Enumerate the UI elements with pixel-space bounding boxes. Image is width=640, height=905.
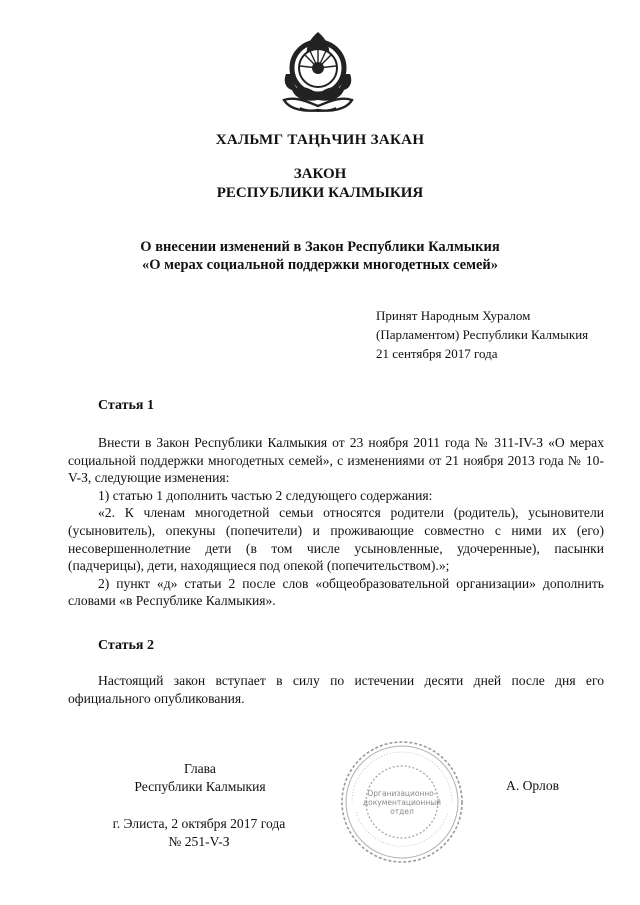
- adoption-date: 21 сентября 2017 года: [376, 346, 498, 361]
- signatory-name: А. Орлов: [506, 778, 560, 793]
- article-1-body: [68, 434, 604, 610]
- article-2-heading: Статья 2: [98, 638, 154, 653]
- article-2-paragraph: Настоящий закон вступает в силу по истечении десяти дней после дня его официального опубликования.: [68, 673, 604, 706]
- document-title-line1: ЗАКОН: [293, 166, 347, 182]
- law-subject: [0, 238, 640, 274]
- place-and-date: [104, 815, 294, 851]
- official-stamp-seal: [338, 738, 466, 866]
- stamp-inner-line1: Организационно-: [367, 789, 437, 798]
- signatory-role-line2: Республики Калмыкия: [134, 779, 266, 794]
- kalmyk-title: ХАЛЬМГ ТАҢҺЧИН ЗАКАН: [215, 132, 425, 148]
- signatory-role-line1: Глава: [184, 761, 216, 776]
- article-1-quoted-part: «2. К членам многодетной семьи относятся родители (родитель), усыновители (усыновитель), опекуны (попечители) и проживающие совместно с ними их (его) несовершеннолетние дети (в том числе усыновленные, удочеренные), пасынки (падчерицы), дети, находящиеся под опекой (попечительством).»;: [68, 505, 604, 574]
- place-date-line: г. Элиста, 2 октября 2017 года: [112, 816, 286, 831]
- article-1-item-1: 1) статью 1 дополнить частью 2 следующего содержания:: [98, 487, 433, 503]
- article-1-paragraph: Внести в Закон Республики Калмыкия от 23 ноября 2011 года № 311-IV-З «О мерах социальной поддержки многодетных семей», с изменениями от 21 ноября 2013 года № 10-V-З, следующие изменения:: [68, 435, 604, 486]
- adoption-note: [376, 306, 588, 363]
- stamp-inner-line3: отдел: [390, 807, 414, 816]
- article-2-body: [68, 672, 604, 707]
- coat-of-arms-emblem: [270, 28, 366, 116]
- law-subject-line1: О внесении изменений в Закон Республики Калмыкия: [140, 239, 500, 255]
- article-1-heading: Статья 1: [98, 398, 154, 413]
- document-title-line2: РЕСПУБЛИКИ КАЛМЫКИЯ: [216, 185, 424, 201]
- stamp-inner-line2: документационный: [362, 798, 442, 807]
- signatory-title: [110, 760, 290, 796]
- adoption-line2: (Парламентом) Республики Калмыкия: [376, 327, 589, 342]
- article-1-item-2: 2) пункт «д» статьи 2 после слов «общеобразовательной организации» дополнить словами «в Республике Калмыкия».: [68, 575, 604, 609]
- document-title: [0, 165, 640, 203]
- law-subject-line2: «О мерах социальной поддержки многодетных семей»: [142, 257, 498, 273]
- adoption-line1: Принят Народным Хуралом: [376, 308, 531, 323]
- law-number: № 251-V-З: [168, 834, 230, 849]
